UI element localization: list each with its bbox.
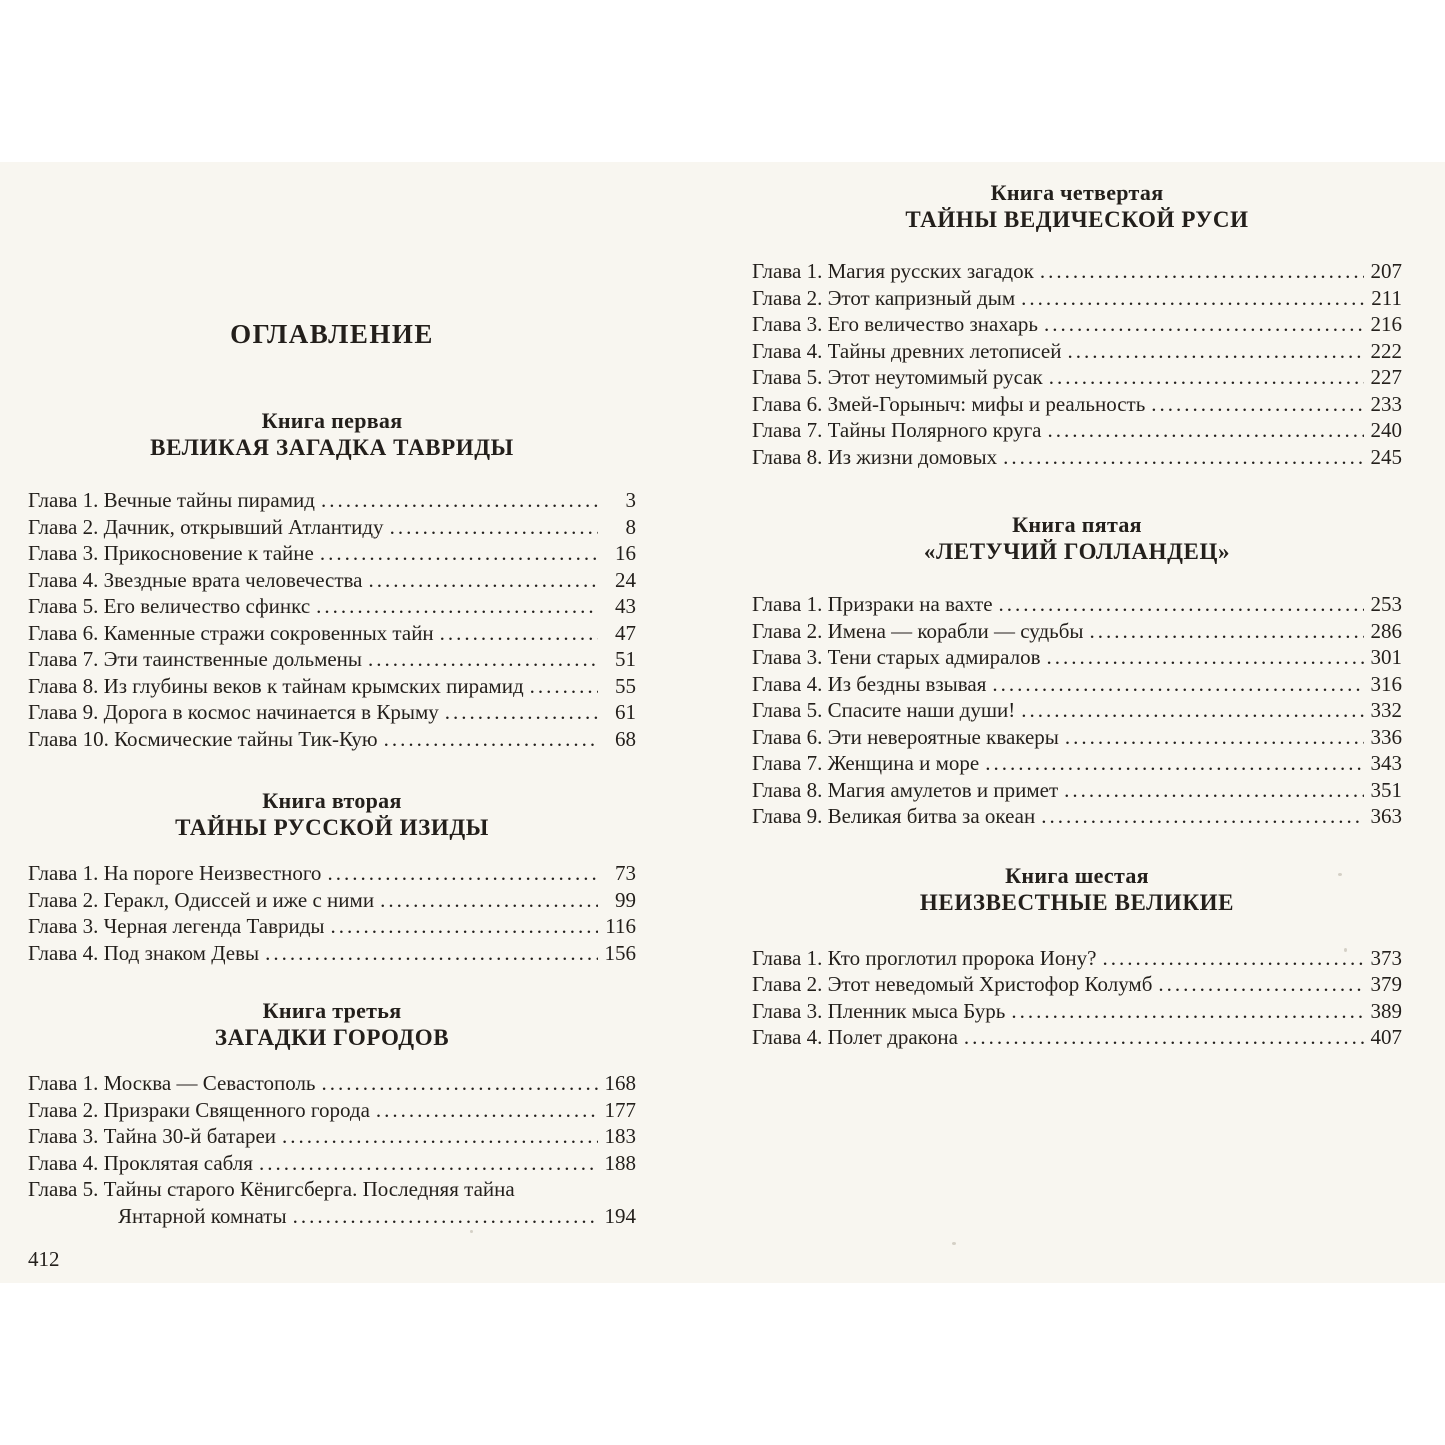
page-number: 222 <box>1370 338 1402 363</box>
book-section <box>28 998 636 1229</box>
page-number: 253 <box>1370 592 1402 616</box>
chapter-label: Глава 4. Тайны древних летописей <box>752 338 1062 363</box>
toc-row <box>752 777 1402 804</box>
page-number: 73 <box>615 861 636 885</box>
chapter-label: Глава 6. Эти невероятные квакеры <box>752 724 1059 749</box>
toc-row <box>28 540 636 567</box>
page-number: 156 <box>604 940 636 965</box>
scan-speck <box>952 1242 956 1245</box>
chapter-label: Глава 3. Прикосновение к тайне <box>28 541 314 565</box>
book-title: «ЛЕТУЧИЙ ГОЛЛАНДЕЦ» <box>923 539 1231 564</box>
toc-row <box>752 998 1402 1025</box>
chapter-label: Глава 4. Звездные врата человечества <box>28 567 363 592</box>
book-title: ТАЙНЫ РУССКОЙ ИЗИДЫ <box>175 815 489 840</box>
book-kicker: Книга четвертая <box>990 180 1164 205</box>
book-title: НЕИЗВЕСТНЫЕ ВЕЛИКИЕ <box>919 889 1235 915</box>
dot-leader <box>1042 417 1365 444</box>
toc-row <box>752 285 1402 312</box>
dot-leader <box>1152 971 1364 998</box>
page-number: 227 <box>1370 365 1402 389</box>
chapter-label: Глава 3. Черная легенда Тавриды <box>28 914 325 938</box>
page-number: 51 <box>615 647 636 671</box>
toc-row <box>28 1176 636 1203</box>
toc-row <box>28 620 636 647</box>
toc-row <box>28 487 636 514</box>
dot-leader <box>259 940 598 967</box>
chapter-label: Глава 9. Великая битва за океан <box>752 804 1036 828</box>
chapter-label: Глава 5. Этот неутомимый русак <box>752 365 1043 389</box>
dot-leader <box>253 1150 598 1177</box>
dot-leader <box>370 1097 598 1124</box>
page-number: 211 <box>1371 285 1402 310</box>
toc-row <box>752 724 1402 751</box>
chapter-list <box>28 1070 636 1229</box>
page-number: 363 <box>1370 804 1402 828</box>
toc-row <box>28 1070 636 1097</box>
dot-leader <box>362 646 598 673</box>
dot-leader <box>1062 338 1365 365</box>
page-number: 240 <box>1370 418 1402 442</box>
page-number: 68 <box>615 726 636 751</box>
dot-leader <box>1096 945 1364 972</box>
dot-leader <box>997 444 1364 471</box>
dot-leader <box>378 726 598 753</box>
dot-leader <box>1035 803 1364 830</box>
page-number: 168 <box>604 1071 636 1095</box>
toc-row <box>752 750 1402 777</box>
page-number: 286 <box>1370 618 1402 643</box>
toc-row <box>752 803 1402 830</box>
chapter-label: Глава 4. Из бездны взывая <box>752 671 987 696</box>
dot-leader <box>1005 998 1364 1025</box>
page-number: 332 <box>1370 698 1402 722</box>
toc-row <box>28 1123 636 1150</box>
chapter-label: Глава 3. Тени старых адмиралов <box>752 645 1041 669</box>
chapter-list <box>752 945 1402 1051</box>
book-heading <box>28 998 636 1051</box>
toc-row <box>28 860 636 887</box>
dot-leader <box>1058 777 1364 804</box>
chapter-list <box>752 258 1402 470</box>
chapter-label: Глава 10. Космические тайны Тик-Кую <box>28 726 378 751</box>
chapter-label: Глава 7. Тайны Полярного круга <box>752 418 1042 442</box>
page-number: 407 <box>1370 1025 1402 1049</box>
book-title: ЗАГАДКИ ГОРОДОВ <box>214 1025 450 1050</box>
chapter-label: Глава 1. Магия русских загадок <box>752 259 1034 283</box>
book-title: ТАЙНЫ ВЕДИЧЕСКОЙ РУСИ <box>905 207 1249 232</box>
page-number: 379 <box>1370 972 1402 996</box>
book-kicker: Книга третья <box>262 998 402 1023</box>
toc-row <box>28 913 636 940</box>
book-section <box>752 863 1402 1051</box>
dot-leader <box>315 487 598 514</box>
toc-row <box>28 699 636 726</box>
toc-title: ОГЛАВЛЕНИЕ <box>230 319 434 349</box>
dot-leader <box>374 887 598 914</box>
book-title: ВЕЛИКАЯ ЗАГАДКА ТАВРИДЫ <box>150 435 514 460</box>
dot-leader <box>979 750 1364 777</box>
page-number: 177 <box>604 1097 636 1122</box>
toc-row <box>752 338 1402 365</box>
page-number: 207 <box>1370 259 1402 283</box>
toc-row <box>752 644 1402 671</box>
left-page <box>28 162 636 1272</box>
scan-speck <box>1338 873 1342 876</box>
scan-speck <box>1344 948 1347 952</box>
chapter-label: Глава 2. Призраки Священного города <box>28 1097 370 1122</box>
dot-leader <box>1015 697 1364 724</box>
chapter-label: Глава 2. Этот капризный дым <box>752 285 1016 310</box>
chapter-label: Глава 1. Призраки на вахте <box>752 592 993 616</box>
dot-leader <box>384 514 598 541</box>
toc-row <box>28 1150 636 1177</box>
book-section <box>28 408 636 752</box>
page-number: 336 <box>1370 724 1402 749</box>
page-number: 316 <box>1370 671 1402 696</box>
chapter-list <box>752 591 1402 830</box>
book-heading <box>752 512 1402 565</box>
dot-leader <box>1043 364 1364 391</box>
dot-leader <box>958 1024 1364 1051</box>
toc-row <box>28 1097 636 1124</box>
page-number: 99 <box>615 887 636 912</box>
chapter-label: Глава 2. Этот неведомый Христофор Колумб <box>752 972 1153 996</box>
chapter-label: Глава 7. Женщина и море <box>752 751 980 775</box>
toc-row <box>752 391 1402 418</box>
toc-row <box>28 887 636 914</box>
page-number: 343 <box>1370 751 1402 775</box>
dot-leader <box>1145 391 1364 418</box>
chapter-label: Глава 4. Полет дракона <box>752 1025 958 1049</box>
dot-leader <box>1015 285 1364 312</box>
toc-row <box>752 364 1402 391</box>
chapter-label: Глава 8. Магия амулетов и примет <box>752 777 1059 802</box>
book-kicker: Книга первая <box>261 408 403 433</box>
dot-leader <box>363 567 599 594</box>
toc-row <box>28 646 636 673</box>
toc-row <box>28 514 636 541</box>
chapter-list <box>28 487 636 752</box>
page-number: 351 <box>1370 777 1402 802</box>
toc-row <box>752 971 1402 998</box>
page-number: 16 <box>615 541 636 565</box>
dot-leader <box>316 1070 598 1097</box>
chapter-label: Глава 5. Спасите наши души! <box>752 698 1016 722</box>
toc-row <box>752 945 1402 972</box>
page-number: 389 <box>1370 998 1402 1023</box>
dot-leader <box>1084 618 1364 645</box>
page-number: 24 <box>615 567 636 592</box>
chapter-label: Глава 6. Каменные стражи сокровенных тайн <box>28 620 434 645</box>
chapter-label: Глава 4. Проклятая сабля <box>28 1150 253 1175</box>
page-number: 301 <box>1370 645 1402 669</box>
book-kicker: Книга пятая <box>1012 512 1142 537</box>
book-heading <box>752 863 1402 916</box>
book-kicker: Книга шестая <box>1005 862 1149 888</box>
page-number: 8 <box>625 514 636 539</box>
dot-leader <box>1059 724 1364 751</box>
chapter-label: Глава 2. Дачник, открывший Атлантиду <box>28 514 384 539</box>
dot-leader <box>321 860 598 887</box>
toc-row <box>28 567 636 594</box>
chapter-label: Глава 3. Его величество знахарь <box>752 312 1038 336</box>
dot-leader <box>986 671 1364 698</box>
toc-row <box>28 673 636 700</box>
toc-row-continuation <box>28 1203 636 1230</box>
dot-leader <box>310 593 598 620</box>
chapter-label: Глава 8. Из глубины веков к тайнам крымских пирамид <box>28 673 524 698</box>
chapter-label: Глава 6. Змей-Горыныч: мифы и реальность <box>752 391 1146 416</box>
book-heading <box>752 180 1402 233</box>
toc-row <box>28 593 636 620</box>
dot-leader <box>1041 644 1364 671</box>
dot-leader <box>993 591 1364 618</box>
page-number: 233 <box>1370 391 1402 416</box>
book-heading <box>28 408 636 461</box>
chapter-label: Глава 9. Дорога в космос начинается в Крыму <box>28 700 439 724</box>
dot-leader <box>439 699 598 726</box>
chapter-label: Глава 3. Пленник мыса Бурь <box>752 998 1006 1023</box>
chapter-label: Глава 4. Под знаком Девы <box>28 940 260 965</box>
toc-row <box>752 1024 1402 1051</box>
page-number: 61 <box>615 700 636 724</box>
scan-speck <box>470 1230 473 1233</box>
dot-leader <box>1038 311 1364 338</box>
book-section <box>28 788 636 966</box>
folio-page-number: 412 <box>28 1247 60 1271</box>
dot-leader <box>524 673 598 700</box>
chapter-label: Глава 3. Тайна 30-й батареи <box>28 1124 277 1148</box>
book-kicker: Книга вторая <box>262 788 402 813</box>
page-number: 216 <box>1370 312 1402 336</box>
book-section <box>752 512 1402 830</box>
chapter-list <box>28 860 636 966</box>
toc-row <box>752 444 1402 471</box>
page-number: 245 <box>1370 444 1402 469</box>
book-section <box>752 180 1402 470</box>
chapter-label: Глава 2. Геракл, Одиссей и иже с ними <box>28 887 375 912</box>
chapter-label-continuation: Янтарной комнаты <box>118 1203 287 1228</box>
page-number: 116 <box>605 914 636 938</box>
dot-leader <box>287 1203 598 1230</box>
dot-leader <box>1034 258 1364 285</box>
page-number: 194 <box>604 1203 636 1228</box>
book-heading <box>28 788 636 841</box>
dot-leader <box>276 1123 598 1150</box>
page-number: 55 <box>615 673 636 698</box>
toc-row <box>752 671 1402 698</box>
toc-row <box>752 591 1402 618</box>
book-page-spread <box>0 162 1445 1283</box>
dot-leader <box>314 540 598 567</box>
page-number: 373 <box>1370 945 1402 970</box>
page-number: 188 <box>604 1150 636 1175</box>
toc-row <box>752 417 1402 444</box>
chapter-label: Глава 1. Кто проглотил пророка Иону? <box>752 945 1097 970</box>
chapter-label: Глава 5. Тайны старого Кёнигсберга. Последняя тайна <box>28 1177 515 1201</box>
chapter-label: Глава 1. Москва — Севастополь <box>28 1071 316 1095</box>
chapter-label: Глава 7. Эти таинственные дольмены <box>28 647 363 671</box>
dot-leader <box>325 913 598 940</box>
toc-row <box>752 258 1402 285</box>
page-number: 47 <box>615 620 636 645</box>
page-number: 183 <box>604 1124 636 1148</box>
toc-row <box>28 940 636 967</box>
dot-leader <box>434 620 598 647</box>
chapter-label: Глава 5. Его величество сфинкс <box>28 594 311 618</box>
toc-row <box>752 311 1402 338</box>
page-number: 3 <box>625 488 636 512</box>
page-number: 43 <box>615 594 636 618</box>
chapter-label: Глава 2. Имена — корабли — судьбы <box>752 618 1084 643</box>
toc-row <box>28 726 636 753</box>
chapter-label: Глава 1. На пороге Неизвестного <box>28 861 322 885</box>
toc-row <box>752 697 1402 724</box>
right-page <box>752 162 1402 1051</box>
toc-row <box>752 618 1402 645</box>
chapter-label: Глава 1. Вечные тайны пирамид <box>28 488 315 512</box>
chapter-label: Глава 8. Из жизни домовых <box>752 444 998 469</box>
